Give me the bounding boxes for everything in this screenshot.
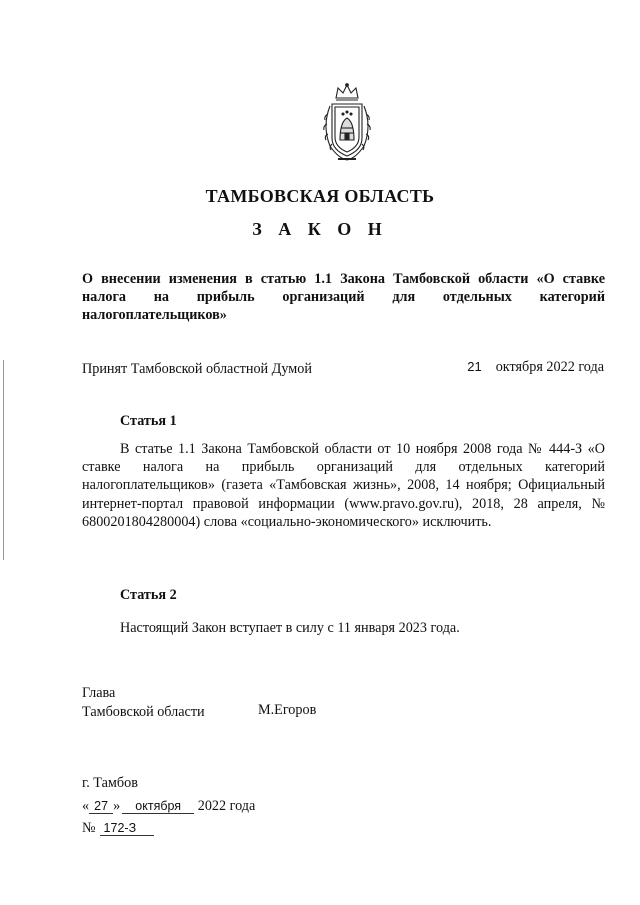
date-month-handwritten: октября [122, 799, 194, 814]
law-number [82, 820, 154, 837]
region-name: ТАМБОВСКАЯ ОБЛАСТЬ [205, 186, 435, 206]
adoption-label: Принят Тамбовской областной Думой [82, 361, 312, 377]
date-close-quote: » [113, 798, 121, 814]
signatory-name: М.Егоров [258, 702, 317, 718]
position-line-1: Глава [82, 685, 116, 701]
date-open-quote: « [82, 798, 90, 814]
article-2-text: Настоящий Закон вступает в силу с 11 января 2023 года. [120, 620, 460, 636]
signatory-position [82, 684, 205, 721]
coat-of-arms-icon [318, 82, 376, 164]
number-value-handwritten: 172-З [100, 821, 154, 836]
article-1-heading: Статья 1 [120, 413, 177, 429]
adoption-date [467, 359, 604, 376]
signing-date [82, 798, 255, 815]
adoption-month-year: октября 2022 года [495, 359, 604, 375]
number-label: № [82, 820, 96, 836]
date-year: 2022 года [197, 798, 256, 814]
document-type: З А К О Н [252, 219, 388, 239]
article-1-text: В статье 1.1 Закона Тамбовской области от 10 ноября 2008 года № 444-З «О ставке налога на прибыль организаций для отдельных категорий налогоплательщиков» (газета «Тамбовская жизнь», 2008, 14 ноября; Официальный интернет-портал правовой информации (www.pravo.gov.ru), 2018, 28 апреля, № 6800201804280004) слова «социально-экономического» исключить. [82, 441, 605, 530]
date-day-handwritten: 27 [89, 799, 113, 814]
city: г. Тамбов [82, 775, 138, 791]
position-line-2: Тамбовской области [82, 703, 205, 720]
law-title: О внесении изменения в статью 1.1 Закона Тамбовской области «О ставке налога на прибыль организаций для отдельных категорий налогоплательщиков» [82, 271, 605, 323]
article-2-heading: Статья 2 [120, 587, 177, 603]
adoption-day: 21 [467, 359, 482, 374]
scan-edge-mark [3, 360, 4, 560]
